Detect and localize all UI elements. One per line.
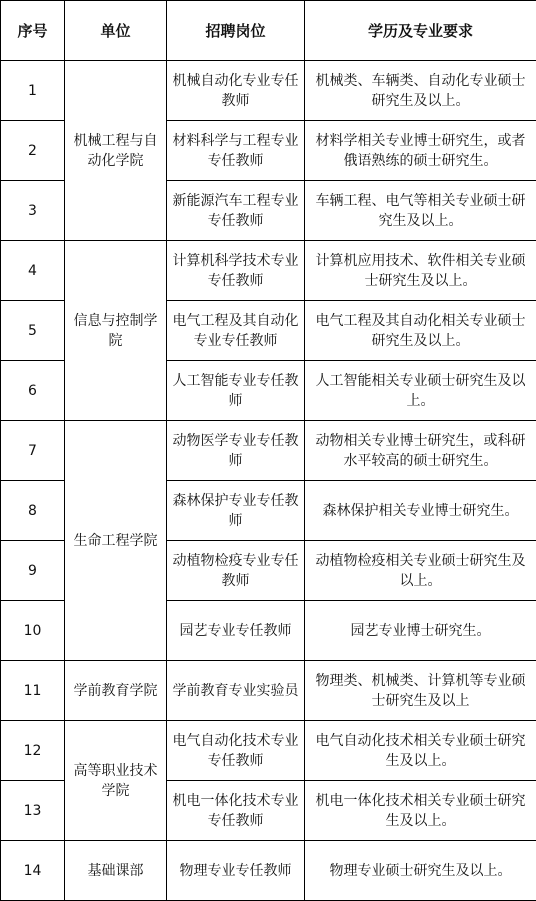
position-cell: 机械自动化专业专任教师 <box>167 61 305 121</box>
row-number: 1 <box>1 61 65 121</box>
header-unit: 单位 <box>65 1 167 61</box>
table-row <box>1 61 536 121</box>
position-cell: 计算机科学技术专业专任教师 <box>167 241 305 301</box>
position-cell: 机电一体化技术专业专任教师 <box>167 781 305 841</box>
position-cell: 学前教育专业实验员 <box>167 661 305 721</box>
position-cell: 森林保护专业专任教师 <box>167 481 305 541</box>
requirement-cell: 人工智能相关专业硕士研究生及以上。 <box>305 361 536 421</box>
unit-cell: 信息与控制学院 <box>65 241 167 421</box>
position-cell: 电气工程及其自动化专业专任教师 <box>167 301 305 361</box>
position-cell: 动植物检疫专业专任教师 <box>167 541 305 601</box>
unit-cell: 机械工程与自动化学院 <box>65 61 167 241</box>
table-row <box>1 841 536 901</box>
row-number: 3 <box>1 181 65 241</box>
row-number: 5 <box>1 301 65 361</box>
position-cell: 新能源汽车工程专业专任教师 <box>167 181 305 241</box>
row-number: 8 <box>1 481 65 541</box>
requirement-cell: 计算机应用技术、软件相关专业硕士研究生及以上。 <box>305 241 536 301</box>
position-cell: 园艺专业专任教师 <box>167 601 305 661</box>
position-cell: 动物医学专业专任教师 <box>167 421 305 481</box>
requirement-cell: 动植物检疫相关专业硕士研究生及以上。 <box>305 541 536 601</box>
row-number: 9 <box>1 541 65 601</box>
requirement-cell: 电气自动化技术相关专业硕士研究生及以上。 <box>305 721 536 781</box>
row-number: 13 <box>1 781 65 841</box>
position-cell: 人工智能专业专任教师 <box>167 361 305 421</box>
unit-cell: 高等职业技术学院 <box>65 721 167 841</box>
table-row <box>1 241 536 301</box>
requirement-cell: 物理专业硕士研究生及以上。 <box>305 841 536 901</box>
requirement-cell: 材料学相关专业博士研究生，或者俄语熟练的硕士研究生。 <box>305 121 536 181</box>
position-cell: 材料科学与工程专业专任教师 <box>167 121 305 181</box>
requirement-cell: 机电一体化技术相关专业硕士研究生及以上。 <box>305 781 536 841</box>
row-number: 11 <box>1 661 65 721</box>
row-number: 12 <box>1 721 65 781</box>
table-row <box>1 421 536 481</box>
requirement-cell: 车辆工程、电气等相关专业硕士研究生及以上。 <box>305 181 536 241</box>
position-cell: 物理专业专任教师 <box>167 841 305 901</box>
header-position: 招聘岗位 <box>167 1 305 61</box>
table-row <box>1 721 536 781</box>
row-number: 6 <box>1 361 65 421</box>
requirement-cell: 动物相关专业博士研究生，或科研水平较高的硕士研究生。 <box>305 421 536 481</box>
row-number: 2 <box>1 121 65 181</box>
table-row <box>1 661 536 721</box>
row-number: 4 <box>1 241 65 301</box>
header-row <box>1 1 536 61</box>
header-num: 序号 <box>1 1 65 61</box>
row-number: 14 <box>1 841 65 901</box>
header-requirement: 学历及专业要求 <box>305 1 536 61</box>
row-number: 10 <box>1 601 65 661</box>
requirement-cell: 机械类、车辆类、自动化专业硕士研究生及以上。 <box>305 61 536 121</box>
unit-cell: 生命工程学院 <box>65 421 167 661</box>
requirement-cell: 物理类、机械类、计算机等专业硕士研究生及以上 <box>305 661 536 721</box>
row-number: 7 <box>1 421 65 481</box>
requirement-cell: 电气工程及其自动化相关专业硕士研究生及以上。 <box>305 301 536 361</box>
requirement-cell: 园艺专业博士研究生。 <box>305 601 536 661</box>
position-cell: 电气自动化技术专业专任教师 <box>167 721 305 781</box>
unit-cell: 基础课部 <box>65 841 167 901</box>
unit-cell: 学前教育学院 <box>65 661 167 721</box>
requirement-cell: 森林保护相关专业博士研究生。 <box>305 481 536 541</box>
